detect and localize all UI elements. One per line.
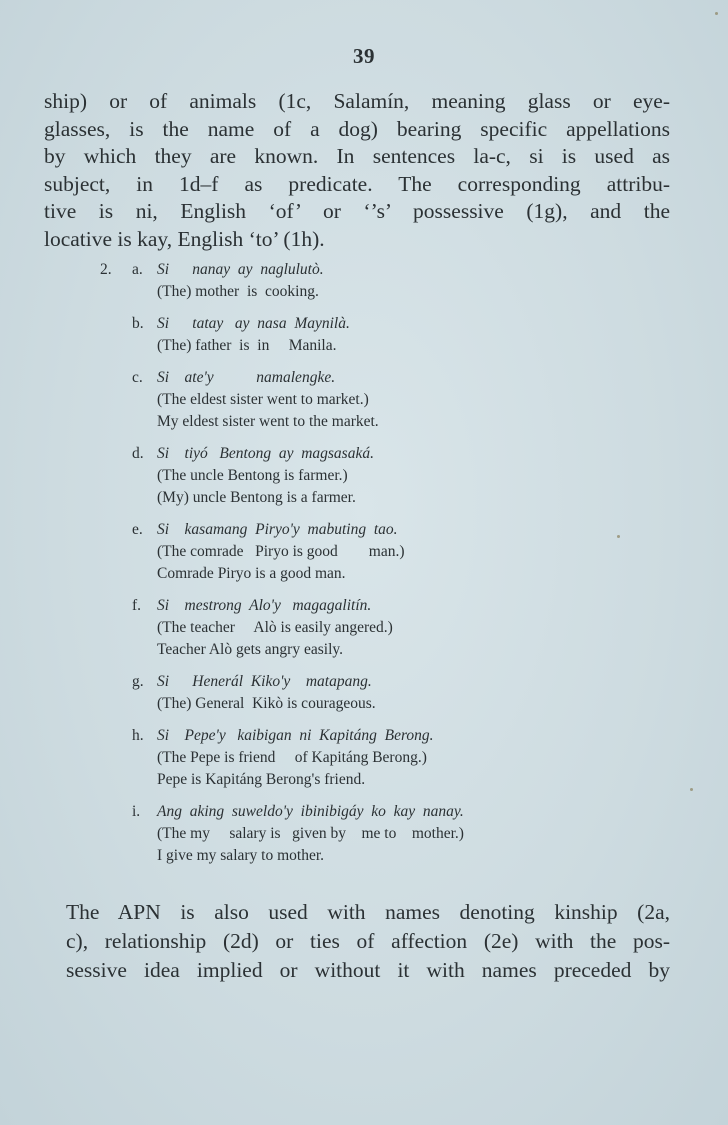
closing-line: The APN is also used with names denoting kinship (2a, [66,900,670,924]
closing-line: c), relationship (2d) or ties of affection (2e) with the pos- [66,929,670,953]
example-number: 2. [100,261,112,278]
example-marker: a. [132,261,143,278]
example-item [100,801,660,867]
tagalog-sentence: Si Henerál Kiko'y matapang. [157,673,372,690]
english-gloss: (The Pepe is friend of Kapitáng Berong.) [157,749,427,766]
english-gloss: Pepe is Kapitáng Berong's friend. [157,771,366,788]
example-item [100,671,660,715]
english-gloss: (The) father is in Manila. [157,337,337,354]
intro-paragraph [44,88,670,254]
example-marker: e. [132,521,143,538]
example-marker: g. [132,673,144,690]
intro-line: ship) or of animals (1c, Salamín, meaning glass or eye- [44,89,670,113]
tagalog-sentence: Si ate'y namalengke. [157,369,336,386]
tagalog-sentence: Ang aking suweldo'y ibinibigáy ko kay nanay. [157,803,464,820]
tagalog-sentence: Si kasamang Piryo'y mabuting tao. [157,521,398,538]
example-list [100,259,660,877]
intro-line: by which they are known. In sentences la-c, si is used as [44,144,670,169]
example-marker: c. [132,369,143,386]
example-marker: d. [132,445,144,462]
intro-line: subject, in 1d–f as predicate. The corresponding attribu- [44,171,670,196]
english-gloss: My eldest sister went to the market. [157,413,379,430]
example-item [100,725,660,791]
tagalog-sentence: Si tatay ay nasa Maynilà. [157,315,350,332]
tagalog-sentence: Si tiyó Bentong ay magsasaká. [157,445,374,462]
intro-line: tive is ni, English ‘of’ or ‘’s’ possessive (1g), and the [44,199,670,224]
tagalog-sentence: Si mestrong Alo'y magagalitín. [157,597,372,614]
english-gloss: (The uncle Bentong is farmer.) [157,467,348,484]
example-marker: h. [132,727,144,744]
example-marker: i. [132,803,141,820]
example-item [100,259,660,303]
english-gloss: (The eldest sister went to market.) [157,391,369,408]
paper-speck [617,535,620,538]
example-item [100,595,660,661]
english-gloss: (The teacher Alò is easily angered.) [157,619,393,636]
example-marker: b. [132,315,144,332]
english-gloss: (The comrade Piryo is good man.) [157,543,405,560]
tagalog-sentence: Si nanay ay naglulutò. [157,261,324,278]
english-gloss: I give my salary to mother. [157,847,325,864]
closing-line: sessive idea implied or without it with names preceded by [66,958,670,982]
paper-speck [690,788,693,791]
english-gloss: (The my salary is given by me to mother.) [157,825,464,842]
example-item [100,443,660,509]
example-item [100,367,660,433]
paper-speck [715,12,718,15]
english-gloss: (My) uncle Bentong is a farmer. [157,489,356,506]
english-gloss: (The) General Kikò is courageous. [157,695,376,712]
example-marker: f. [132,597,142,614]
page-number: 39 [353,44,375,68]
example-item [100,313,660,357]
intro-line: locative is kay, English ‘to’ (1h). [44,226,325,251]
intro-line: glasses, is the name of a dog) bearing specific appellations [44,116,670,141]
english-gloss: Teacher Alò gets angry easily. [157,641,343,658]
example-item [100,519,660,585]
english-gloss: Comrade Piryo is a good man. [157,565,346,582]
closing-paragraph [66,898,670,985]
english-gloss: (The) mother is cooking. [157,283,319,300]
tagalog-sentence: Si Pepe'y kaibigan ni Kapitáng Berong. [157,727,434,744]
